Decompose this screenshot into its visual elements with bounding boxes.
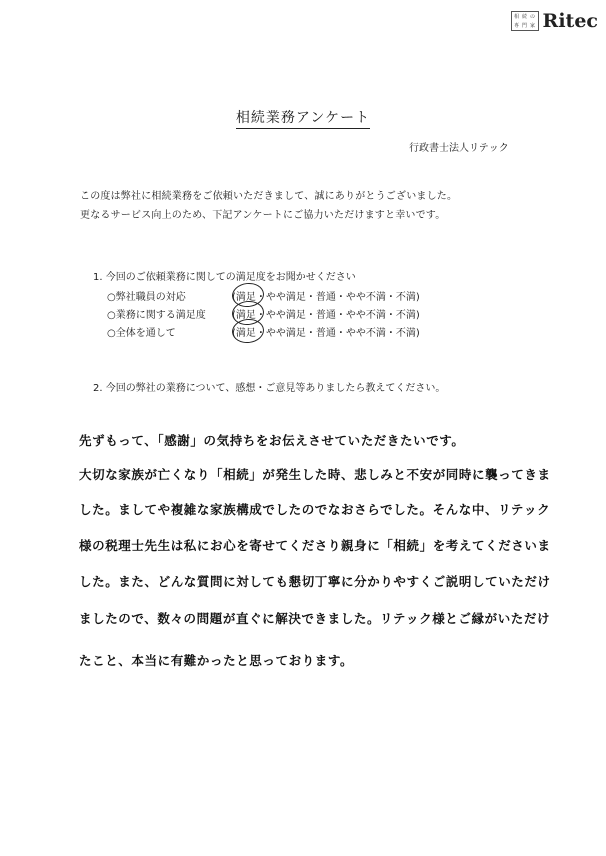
rating-options: (満足・やや満足・普通・やや不満・不満) (232, 328, 420, 339)
rating-label: ○業務に関する満足度 (107, 310, 206, 321)
rating-row-overall (107, 324, 437, 340)
rating-row-service (107, 306, 437, 322)
response-line-6: ましたので、数々の問題が直ぐに解決できました。リテック様とご縁がいただけ (79, 611, 551, 626)
logo-name: Ritec (542, 10, 598, 32)
document-title: 相続業務アンケート (0, 107, 606, 127)
rating-label: ○弊社職員の対応 (107, 292, 186, 303)
logo-seal: 相 続 の 専 門 家 (511, 11, 539, 31)
rating-label: ○全体を通して (107, 328, 176, 339)
question-2: 2. 今回の弊社の業務について、感想・ご意見等ありましたら教えてください。 (93, 383, 446, 394)
response-line-7: たこと、本当に有難かったと思っております。 (79, 653, 354, 668)
response-line-4: 様の税理士先生は私にお心を寄せてくださり親身に「相続」を考えてくださいま (79, 538, 551, 553)
question-1: 1. 今回のご依頼業務に関しての満足度をお聞かせください (93, 272, 356, 283)
rating-options: (満足・やや満足・普通・やや不満・不満) (232, 292, 420, 303)
rating-row-staff (107, 288, 437, 304)
response-line-1: 先ずもって、「感謝」の気持ちをお伝えさせていただきたいです。 (79, 433, 465, 448)
company-logo (511, 10, 598, 32)
rating-options: (満足・やや満足・普通・やや不満・不満) (232, 310, 420, 321)
response-line-3: した。ましてや複雑な家族構成でしたのでなおさらでした。そんな中、リテック (79, 502, 551, 517)
response-line-2: 大切な家族が亡くなり「相続」が発生した時、悲しみと不安が同時に襲ってきま (79, 467, 551, 482)
intro-line-2: 更なるサービス向上のため、下記アンケートにご協力いただけますと幸いです。 (80, 210, 446, 221)
organization-name: 行政書士法人リテック (409, 143, 509, 154)
intro-line-1: この度は弊社に相続業務をご依頼いただきまして、誠にありがとうございました。 (80, 191, 458, 202)
response-line-5: した。また、どんな質問に対しても懇切丁寧に分かりやすくご説明していただけ (79, 574, 551, 589)
